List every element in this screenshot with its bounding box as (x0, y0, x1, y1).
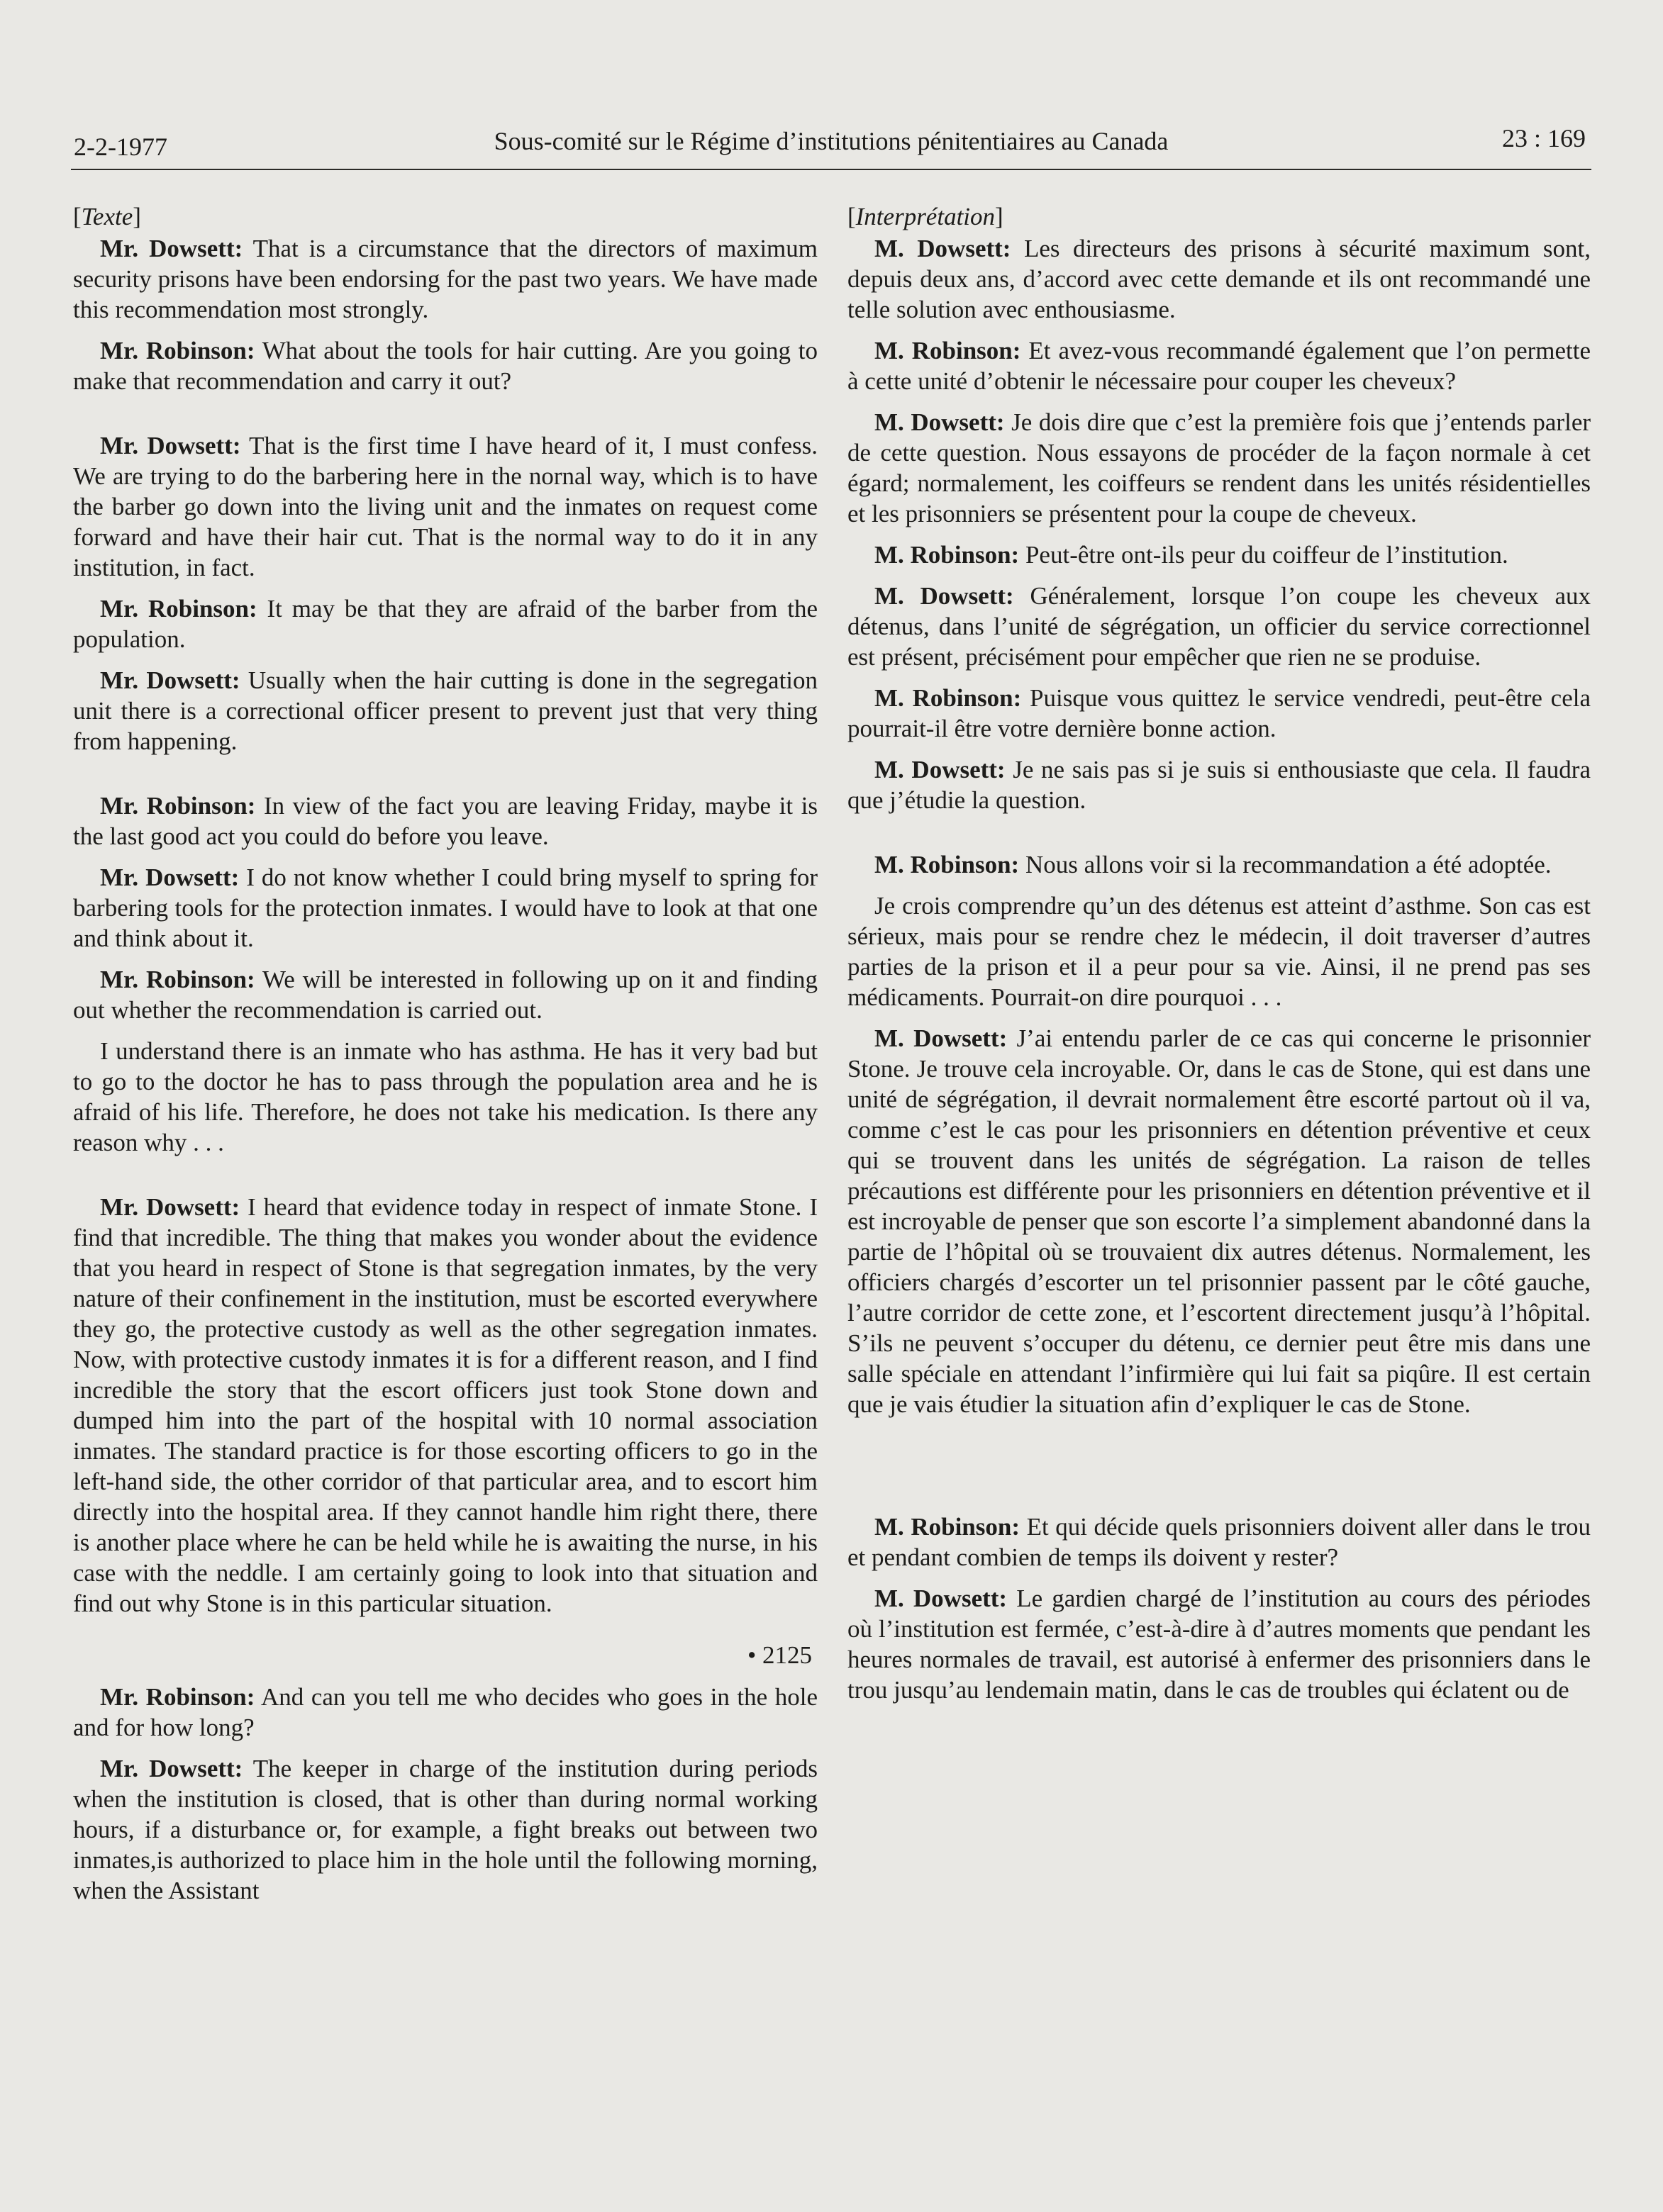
paragraph (847, 890, 1591, 1012)
speaker-label: M. Dowsett: (874, 235, 1011, 262)
paragraph-text: It may be that they are afraid of the barber from the population. (73, 595, 818, 653)
paragraph (73, 1753, 818, 1906)
speaker-label: M. Robinson: (874, 684, 1022, 712)
paragraph-text: The keeper in charge of the institution during periods when the institution is closed, that is other than during normal working hours, if a disturbance or, for example, a fight breaks out between two inmates,is authorized to place him in the hole until the following morning, when the Assistant (73, 1755, 818, 1904)
section-tag-french: [Interprétation] (847, 203, 1003, 230)
paragraph-text: I understand there is an inmate who has asthma. He has it very bad but to go to the doctor he has to pass through the population area and he is afraid of his life. Therefore, he does not take his medication. Is there any reason why . . . (73, 1037, 818, 1156)
speaker-label: Mr. Robinson: (100, 595, 257, 622)
speaker-label: Mr. Robinson: (100, 792, 256, 820)
paragraph (73, 1036, 818, 1158)
paragraph (847, 1583, 1591, 1705)
page-header (71, 121, 1591, 170)
speaker-label: M. Robinson: (874, 541, 1020, 569)
section-tag-english: [Texte] (73, 203, 141, 230)
paragraph (847, 581, 1591, 672)
speaker-label: M. Robinson: (874, 851, 1020, 878)
paragraph-text: What about the tools for hair cutting. Are you going to make that recommendation and carry it out? (73, 337, 818, 395)
paragraph-text: Peut-être ont-ils peur du coiffeur de l’institution. (1025, 541, 1508, 569)
paragraph-text: That is the first time I have heard of it, I must confess. We are trying to do the barbering here in the nornal way, which is to have the barber go down into the living unit and the inmates on request come forward and have their hair cut. That is the normal way to do it in any institution, in fact. (73, 432, 818, 581)
paragraph (73, 964, 818, 1025)
paragraph (73, 1682, 818, 1743)
paragraph (73, 335, 818, 396)
paragraph (847, 1023, 1591, 1419)
french-column (847, 201, 1591, 1716)
paragraph-text: Et avez-vous recommandé également que l’on permette à cette unité d’obtenir le nécessaire pour couper les cheveux? (847, 337, 1591, 395)
speaker-label: Mr. Robinson: (100, 1683, 255, 1711)
speaker-label: M. Dowsett: (874, 1585, 1008, 1612)
paragraph (73, 862, 818, 954)
header-rule (71, 169, 1591, 170)
speaker-label: Mr. Dowsett: (100, 1755, 243, 1782)
paragraph-text: Je ne sais pas si je suis si enthousiaste que cela. Il faudra que j’étudie la question. (847, 756, 1591, 814)
paragraph-text: J’ai entendu parler de ce cas qui concerne le prisonnier Stone. Je trouve cela incroyable. Or, dans le cas de Stone, qui est dans une unité de ségrégation, il devrait normalement être escorté partout où il va, comme c’est le cas pour les prisonniers en détention préventive et ceux qui se trouvent dans les unités de ségrégation. La raison de telles précautions est différente pour les prisonniers en détention préventive et il est incroyable de penser que son escorte l’a simplement abandonné dans la partie de l’hôpital où se trouvaient dix autres détenus. Normalement, les officiers chargés d’escorter un tel prisonnier passent par le côté gauche, l’autre corridor de cette zone, et l’escortent directement jusqu’à l’hôpital. S’ils ne peuvent s’occuper du détenu, ce dernier peut être mis dans une salle spéciale en attendant l’infirmière qui lui fait sa piqûre. Il est certain que je vais étudier la situation afin d’expliquer le cas de Stone. (847, 1024, 1591, 1418)
paragraph (847, 407, 1591, 529)
paragraph-text: We will be interested in following up on it and finding out whether the recommendation is carried out. (73, 966, 818, 1024)
paragraph (73, 233, 818, 325)
speaker-label: Mr. Dowsett: (100, 235, 243, 262)
section-tag-text: Interprétation (855, 203, 996, 230)
speaker-label: Mr. Dowsett: (100, 432, 241, 459)
speaker-label: M. Dowsett: (874, 756, 1006, 783)
paragraph (847, 1512, 1591, 1573)
paragraph (73, 1192, 818, 1619)
speaker-label: Mr. Dowsett: (100, 1193, 240, 1221)
header-page-number: 23 : 169 (1501, 124, 1586, 152)
paragraph-text: In view of the fact you are leaving Friday, maybe it is the last good act you could do before you leave. (73, 792, 818, 850)
paragraph-text: Je dois dire que c’est la première fois que j’entends parler de cette question. Nous essayons de procéder de la façon normale à cet égard; normalement, les coiffeurs se rendent dans les unités résidentielles et les prisonniers se présentent pour la coupe de cheveux. (847, 408, 1591, 527)
paragraph (847, 754, 1591, 815)
paragraph-text: I heard that evidence today in respect of inmate Stone. I find that incredible. The thing that makes you wonder about the evidence that you heard in respect of Stone is that segregation inmates, by the very nature of their confinement in the institution, must be escorted everywhere they go, the protective custody as well as the other segregation inmates. Now, with protective custody inmates it is for a different reason, and I find incredible the story that the escort officers just took Stone down and dumped him into the part of the hospital with 10 normal association inmates. The standard practice is for those escorting officers to go in the left-hand side, the other corridor of that particular area, and to escort him directly into the hospital area. If they cannot handle him right there, there is another place where he can be held while he is awaiting the nurse, in his case with the neddle. I am certainly going to look into that situation and find out why Stone is in this particular situation. (73, 1193, 818, 1617)
english-column (73, 201, 818, 1916)
paragraph (847, 335, 1591, 396)
speaker-label: M. Dowsett: (874, 582, 1014, 610)
header-title: Sous-comité sur le Régime d’institutions pénitentiaires au Canada (494, 127, 1169, 155)
paragraph-text: I do not know whether I could bring myself to spring for barbering tools for the protection inmates. I would have to look at that one and think about it. (73, 864, 818, 952)
paragraph-text: Et qui décide quels prisonniers doivent aller dans le trou et pendant combien de temps ils doivent y rester? (847, 1513, 1591, 1571)
paragraph (73, 593, 818, 654)
speaker-label: Mr. Dowsett: (100, 864, 240, 891)
speaker-label: Mr. Dowsett: (100, 666, 240, 694)
speaker-label: Mr. Robinson: (100, 337, 255, 364)
paragraph-text: Nous allons voir si la recommandation a été adoptée. (1025, 851, 1552, 878)
paragraph (73, 430, 818, 583)
timecode: • 2125 (747, 1641, 812, 1669)
speaker-label: Mr. Robinson: (100, 966, 255, 993)
section-tag-text: Texte (81, 203, 133, 230)
paragraph (73, 791, 818, 851)
paragraph-text: Je crois comprendre qu’un des détenus est atteint d’asthme. Son cas est sérieux, mais pour se rendre chez le médecin, il doit traverser d’autres parties de la prison et il a peur pour sa vie. Ainsi, il ne prend pas ses médicaments. Pourrait-on dire pourquoi . . . (847, 892, 1591, 1011)
speaker-label: M. Dowsett: (874, 1024, 1008, 1052)
paragraph-text: Généralement, lorsque l’on coupe les cheveux aux détenus, dans l’unité de ségrégation, un officier du service correctionnel est présent, précisément pour empêcher que rien ne se produise. (847, 582, 1591, 671)
speaker-label: M. Robinson: (874, 1513, 1020, 1541)
header-date: 2-2-1977 (74, 133, 167, 161)
paragraph (847, 233, 1591, 325)
paragraph-text: Puisque vous quittez le service vendredi, peut-être cela pourrait-il être votre dernière bonne action. (847, 684, 1591, 742)
paragraph-text: Usually when the hair cutting is done in the segregation unit there is a correctional officer present to prevent just that very thing from happening. (73, 666, 818, 755)
paragraph-text: Les directeurs des prisons à sécurité maximum sont, depuis deux ans, d’accord avec cette demande et ils ont recommandé une telle solution avec enthousiasme. (847, 235, 1591, 323)
speaker-label: M. Dowsett: (874, 408, 1005, 436)
paragraph-text: And can you tell me who decides who goes in the hole and for how long? (73, 1683, 818, 1741)
paragraph-text: That is a circumstance that the directors of maximum security prisons have been endorsing for the past two years. We have made this recommendation most strongly. (73, 235, 818, 323)
paragraph (847, 540, 1591, 570)
paragraph-text: Le gardien chargé de l’institution au cours des périodes où l’institution est fermée, c’est-à-dire à d’autres moments que pendant les heures normales de travail, est autorisé à enfermer des prisonniers dans le trou jusqu’au lendemain matin, dans le cas de troubles qui éclatent ou de (847, 1585, 1591, 1704)
speaker-label: M. Robinson: (874, 337, 1021, 364)
paragraph (847, 849, 1591, 880)
paragraph (847, 683, 1591, 744)
paragraph (73, 665, 818, 756)
